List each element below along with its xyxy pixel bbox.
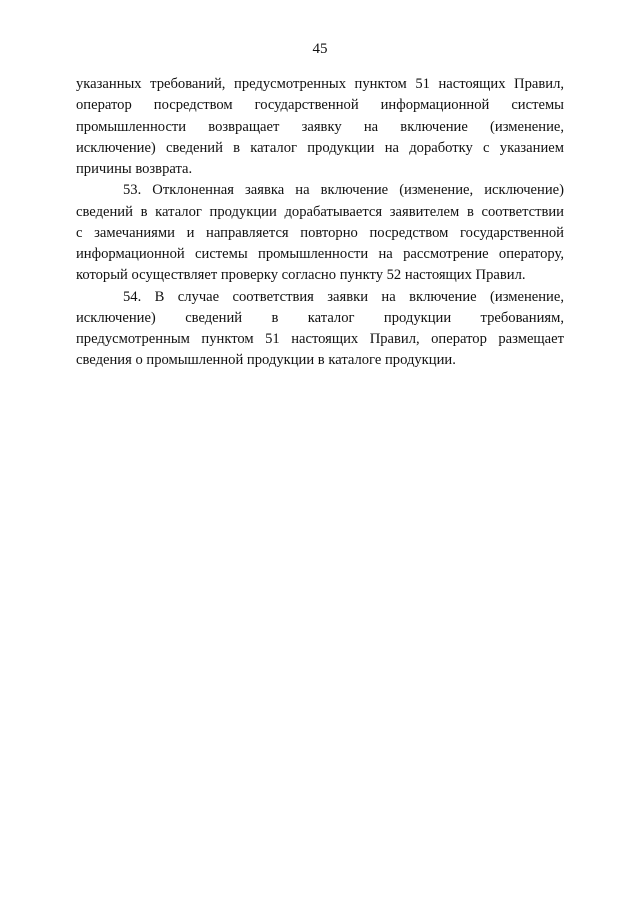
body-text bbox=[76, 74, 564, 372]
text-line: который осуществляет проверку согласно пункту 52 настоящих Правил. bbox=[76, 267, 526, 284]
text-line: предусмотренным пунктом 51 настоящих Правил, оператор размещает bbox=[76, 331, 564, 347]
text-line: оператор посредством государственной информационной системы bbox=[76, 97, 564, 114]
text-line: с замечаниями и направляется повторно посредством государственной bbox=[76, 224, 564, 241]
text-line: 53. Отклоненная заявка на включение (изменение, исключение) bbox=[123, 182, 564, 199]
paragraph-item-54 bbox=[76, 287, 564, 372]
paragraph-continuation bbox=[76, 74, 564, 180]
text-line: 54. В случае соответствия заявки на включение (изменение, bbox=[123, 288, 564, 305]
text-line: причины возврата. bbox=[76, 161, 193, 177]
text-line: исключение) сведений в каталог продукции на доработку с указанием bbox=[76, 139, 564, 156]
text-line: указанных требований, предусмотренных пунктом 51 настоящих Правил, bbox=[76, 76, 564, 92]
text-line: исключение) сведений в каталог продукции требованиям, bbox=[76, 309, 564, 326]
text-line: сведений в каталог продукции дорабатывается заявителем в соответствии bbox=[76, 203, 564, 220]
text-line: сведения о промышленной продукции в каталоге продукции. bbox=[76, 352, 456, 369]
paragraph-item-53 bbox=[76, 180, 564, 286]
page-number: 45 bbox=[312, 41, 328, 57]
text-line: информационной системы промышленности на рассмотрение оператору, bbox=[76, 246, 564, 262]
text-line: промышленности возвращает заявку на включение (изменение, bbox=[76, 118, 564, 135]
